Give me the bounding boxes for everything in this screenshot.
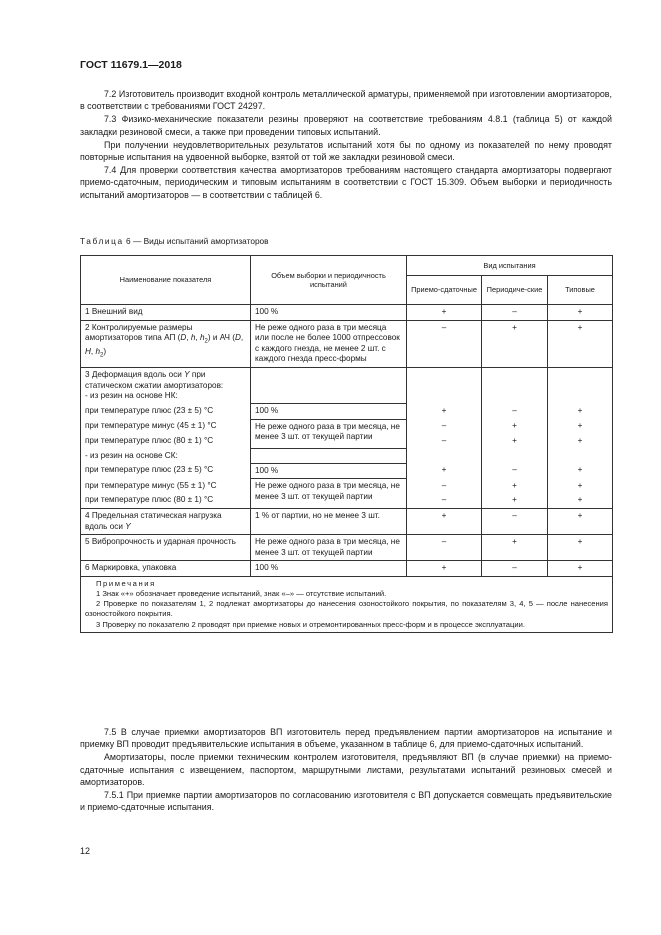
notes-title: Примечания (96, 578, 156, 588)
mark-type: + (548, 434, 613, 449)
mark-periodic: + (482, 419, 548, 434)
mark-acceptance: + (407, 561, 482, 577)
paragraph-7-5: 7.5 В случае приемки амортизаторов ВП изготовитель перед предъявлением партии амортизаторов на испытание и приемку ВП проводит предъявительские испытания в объеме, указанном в таблице 6, для приемо-сдаточных испытаний. (80, 727, 612, 750)
header-type: Типовые (548, 276, 613, 305)
paragraph-7-3: 7.3 Физико-механические показатели резины проверяют на соответствие требованиям 4.8.1 (таблица 5) от каждой закладки резиновой смеси, а также при проведении типовых испытаний. (80, 114, 612, 137)
table-row (81, 508, 613, 534)
mark-acceptance: – (407, 493, 482, 508)
mark-type: + (548, 419, 613, 434)
mark-acceptance: – (407, 320, 482, 367)
row-volume: 1 % от партии, но не менее 3 шт. (251, 508, 407, 534)
table-row (81, 479, 613, 494)
table-caption (80, 236, 269, 246)
mark-acceptance: – (407, 434, 482, 449)
mark-type: + (548, 463, 613, 479)
mark-acceptance: + (407, 404, 482, 420)
mark-periodic: – (482, 463, 548, 479)
note-2: 2 Проверке по показателям 1, 2 подлежат амортизаторы до нанесения озоностойкого покрытия, по показателям 3, 4, 5 — после нанесения озоностойкого покрытия. (85, 599, 609, 619)
table-row (81, 463, 613, 479)
header-acceptance: Приемо-сдаточные (407, 276, 482, 305)
row-volume: Не реже одного раза в три месяца, не менее 3 шт. от текущей партии (251, 419, 407, 448)
mark-acceptance: – (407, 535, 482, 561)
mark-periodic: – (482, 305, 548, 321)
table-row (81, 367, 613, 403)
row-name: 2 Контролируемые размеры амортизаторов типа АП (D, h, $h_2$) и АЧ (D, H, $h_2$) (81, 320, 251, 367)
row-name: при температуре плюс (80 ± 1) °С (81, 434, 251, 449)
table-row (81, 320, 613, 367)
paragraph-presentation: Амортизаторы, после приемки техническим контролем изготовителя, предъявляют ВП (в случае приемки) на приемо-сдаточные испытания с извещением, паспортом, маршрутными листами, результатами испытаний резиновых смесей и амортизаторов. (80, 752, 612, 787)
row-name: 4 Предельная статическая нагрузка вдоль оси Y (81, 508, 251, 534)
table-notes (81, 576, 613, 632)
row-name: 3 Деформация вдоль оси Y при статическом сжатии амортизаторов: - из резин на основе НК: (81, 367, 251, 403)
mark-acceptance: + (407, 508, 482, 534)
mark-type: + (548, 535, 613, 561)
note-1: 1 Знак «+» обозначает проведение испытаний, знак «–» — отсутствие испытаний. (96, 589, 387, 599)
mark-periodic: + (482, 493, 548, 508)
row-name: при температуре плюс (23 ± 5) °С (81, 404, 251, 420)
table-notes-row (81, 576, 613, 632)
table-row (81, 535, 613, 561)
table-caption-title: — Виды испытаний амортизаторов (132, 236, 269, 246)
mark-type: + (548, 305, 613, 321)
table-row (81, 449, 613, 464)
mark-type: + (548, 320, 613, 367)
row-volume: 100 % (251, 305, 407, 321)
paragraph-7-2: 7.2 Изготовитель производит входной контроль металлической арматуры, применяемой при изготовлении амортизаторов, в соответствии с требованиями ГОСТ 24297. (80, 89, 612, 112)
mark-periodic: + (482, 434, 548, 449)
mark-acceptance: + (407, 305, 482, 321)
paragraph-7-4: 7.4 Для проверки соответствия качества амортизаторов требованиям настоящего стандарта амортизаторы подвергают приемо-сдаточным, периодическим и типовым испытаниям в соответствии с ГОСТ 15.309. Объем выборки и периодичность испытаний амортизаторов — в соответствии с таблицей 6. (80, 165, 612, 200)
row-name: 6 Маркировка, упаковка (81, 561, 251, 577)
row-volume: Не реже одного раза в три месяца или после не более 1000 отпрессовок с каждого гнезда, не менее 2 шт. с каждого гнезда пресс-формы (251, 320, 407, 367)
document-id-header: ГОСТ 11679.1—2018 (80, 59, 182, 71)
mark-type: + (548, 493, 613, 508)
paragraph-retest: При получении неудовлетворительных результатов испытаний хотя бы по одному из показателей по нему проводят повторные испытания на удвоенной выборке, взятой от той же закладки резиновой смеси. (80, 139, 612, 163)
row-volume: Не реже одного раза в три месяца, не менее 3 шт. от текущей партии (251, 535, 407, 561)
table-row (81, 305, 613, 321)
row-volume: 100 % (251, 561, 407, 577)
top-paragraphs (80, 88, 612, 201)
mark-periodic: – (482, 508, 548, 534)
table-row (81, 561, 613, 577)
row-name: 5 Вибропрочность и ударная прочность (81, 535, 251, 561)
row-name: при температуре плюс (80 ± 1) °С (81, 493, 251, 508)
bottom-paragraphs (80, 726, 612, 813)
row-name: при температуре минус (55 ± 1) °С (81, 479, 251, 494)
mark-periodic: + (482, 535, 548, 561)
mark-acceptance: + (407, 463, 482, 479)
mark-periodic: + (482, 479, 548, 494)
mark-type: + (548, 479, 613, 494)
paragraph-7-5-1: 7.5.1 При приемке партии амортизаторов по согласованию изготовителя с ВП допускается совмещать предъявительские и приемо-сдаточные испытания. (80, 790, 612, 813)
row-name: 1 Внешний вид (81, 305, 251, 321)
header-volume: Объем выборки и периодичность испытаний (251, 256, 407, 305)
row-name: при температуре плюс (23 ± 5) °С (81, 463, 251, 479)
mark-type: + (548, 561, 613, 577)
row-name: при температуре минус (45 ± 1) °С (81, 419, 251, 434)
row-volume: 100 % (251, 463, 407, 479)
table-row (81, 404, 613, 420)
mark-acceptance: – (407, 419, 482, 434)
mark-periodic: – (482, 404, 548, 420)
row-volume: 100 % (251, 404, 407, 420)
page-number: 12 (80, 846, 91, 856)
row-volume: Не реже одного раза в три месяца, не менее 3 шт. от текущей партии (251, 479, 407, 509)
mark-periodic: + (482, 320, 548, 367)
mark-periodic: – (482, 561, 548, 577)
table-caption-number: 6 (126, 236, 131, 246)
header-periodic: Периодиче-ские (482, 276, 548, 305)
tests-table (80, 255, 613, 633)
mark-type: + (548, 404, 613, 420)
table-row (81, 419, 613, 434)
table-caption-label: Таблица (80, 236, 124, 246)
mark-type: + (548, 508, 613, 534)
row-name: - из резин на основе СК: (81, 449, 251, 464)
header-name: Наименование показателя (81, 256, 251, 305)
note-3: 3 Проверку по показателю 2 проводят при приемке новых и отремонтированных пресс-форм и в процессе эксплуатации. (96, 619, 525, 629)
header-kind: Вид испытания (407, 256, 613, 276)
mark-acceptance: – (407, 479, 482, 494)
